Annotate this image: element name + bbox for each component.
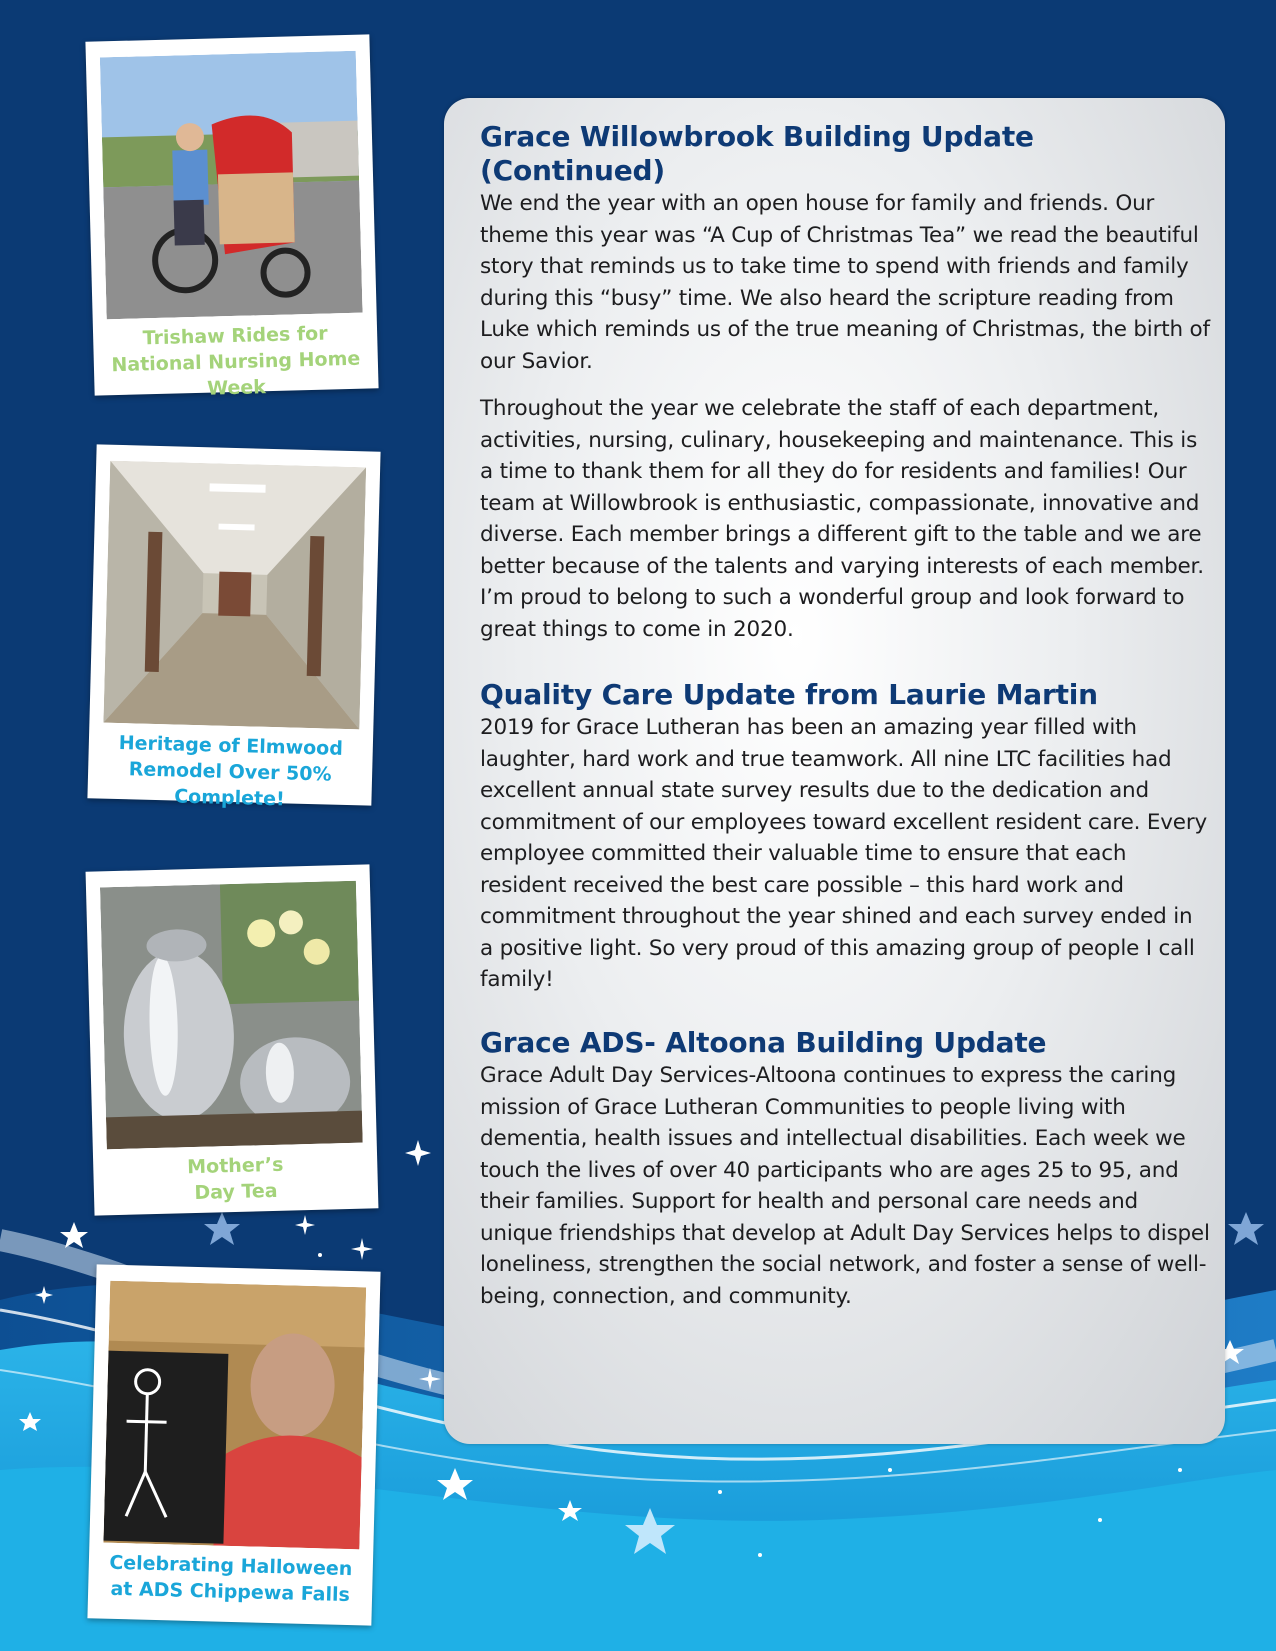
trishaw-photo-image (100, 51, 363, 320)
heritage-caption: Heritage of Elmwood Remodel Over 50% Complete! (118, 732, 344, 811)
content-panel (444, 98, 1225, 1444)
quality-care-paragraph: 2019 for Grace Lutheran has been an amazing year filled with laughter, hard work and true teamwork. All nine LTC facilities had excellent annual state survey results due to the dedication and commitment of our employees toward excellent resident care. Every employee committed their valuable time to ensure that each resident received the best care possible – this hard work and commitment throughout the year shined and each survey ended in a positive light. So very proud of this amazing group of people I call family! (480, 715, 1207, 992)
trishaw-caption: Trishaw Rides for National Nursing Home Week (111, 322, 361, 400)
photo-trishaw (85, 34, 378, 400)
willowbrook-heading: Grace Willowbrook Building Update (Continued) (480, 120, 1034, 187)
hallway-photo-image (103, 461, 366, 730)
section-ads-altoona (480, 1026, 1210, 1312)
photo-mothers-day-tea (86, 864, 379, 1215)
willowbrook-paragraph-2: Throughout the year we celebrate the staff of each department, activities, nursing, culinary, housekeeping and maintenance. This is a time to thank them for all they do for residents and families! Our team at Willowbrook is enthusiastic, compassionate, innovative and diverse. Each member brings a different gift to the table and we are better because of the talents and varying interests of each member. I’m proud to belong to such a wonderful group and look forward to great things to come in 2020. (480, 396, 1204, 642)
photo-halloween (87, 1264, 380, 1625)
tea-set-photo-image (100, 881, 363, 1150)
section-willowbrook (480, 120, 1210, 645)
quality-care-heading: Quality Care Update from Laurie Martin (480, 678, 1098, 711)
halloween-photo-image (103, 1281, 366, 1550)
mothers-day-caption: Mother’s Day Tea (186, 1153, 284, 1205)
halloween-caption: Celebrating Halloween at ADS Chippewa Falls (109, 1551, 353, 1607)
section-quality-care (480, 678, 1210, 996)
photo-heritage-remodel (87, 444, 380, 811)
ads-altoona-paragraph: Grace Adult Day Services-Altoona continues to express the caring mission of Grace Lutheran Communities to people living with dementia, health issues and intellectual disabilities. Each week we touch the lives of over 40 participants who are ages 25 to 95, and their families. Support for health and personal care needs and unique friendships that develop at Adult Day Services helps to dispel loneliness, strengthen the social network, and foster a sense of well-being, connection, and community. (480, 1063, 1210, 1309)
ads-altoona-heading: Grace ADS- Altoona Building Update (480, 1026, 1047, 1059)
willowbrook-paragraph-1: We end the year with an open house for family and friends. Our theme this year was “A Cup of Christmas Tea” we read the beautiful story that reminds us to take time to spend with friends and family during this “busy” time. We also heard the scripture reading from Luke which reminds us of the true meaning of Christmas, the birth of our Savior. (480, 191, 1210, 374)
